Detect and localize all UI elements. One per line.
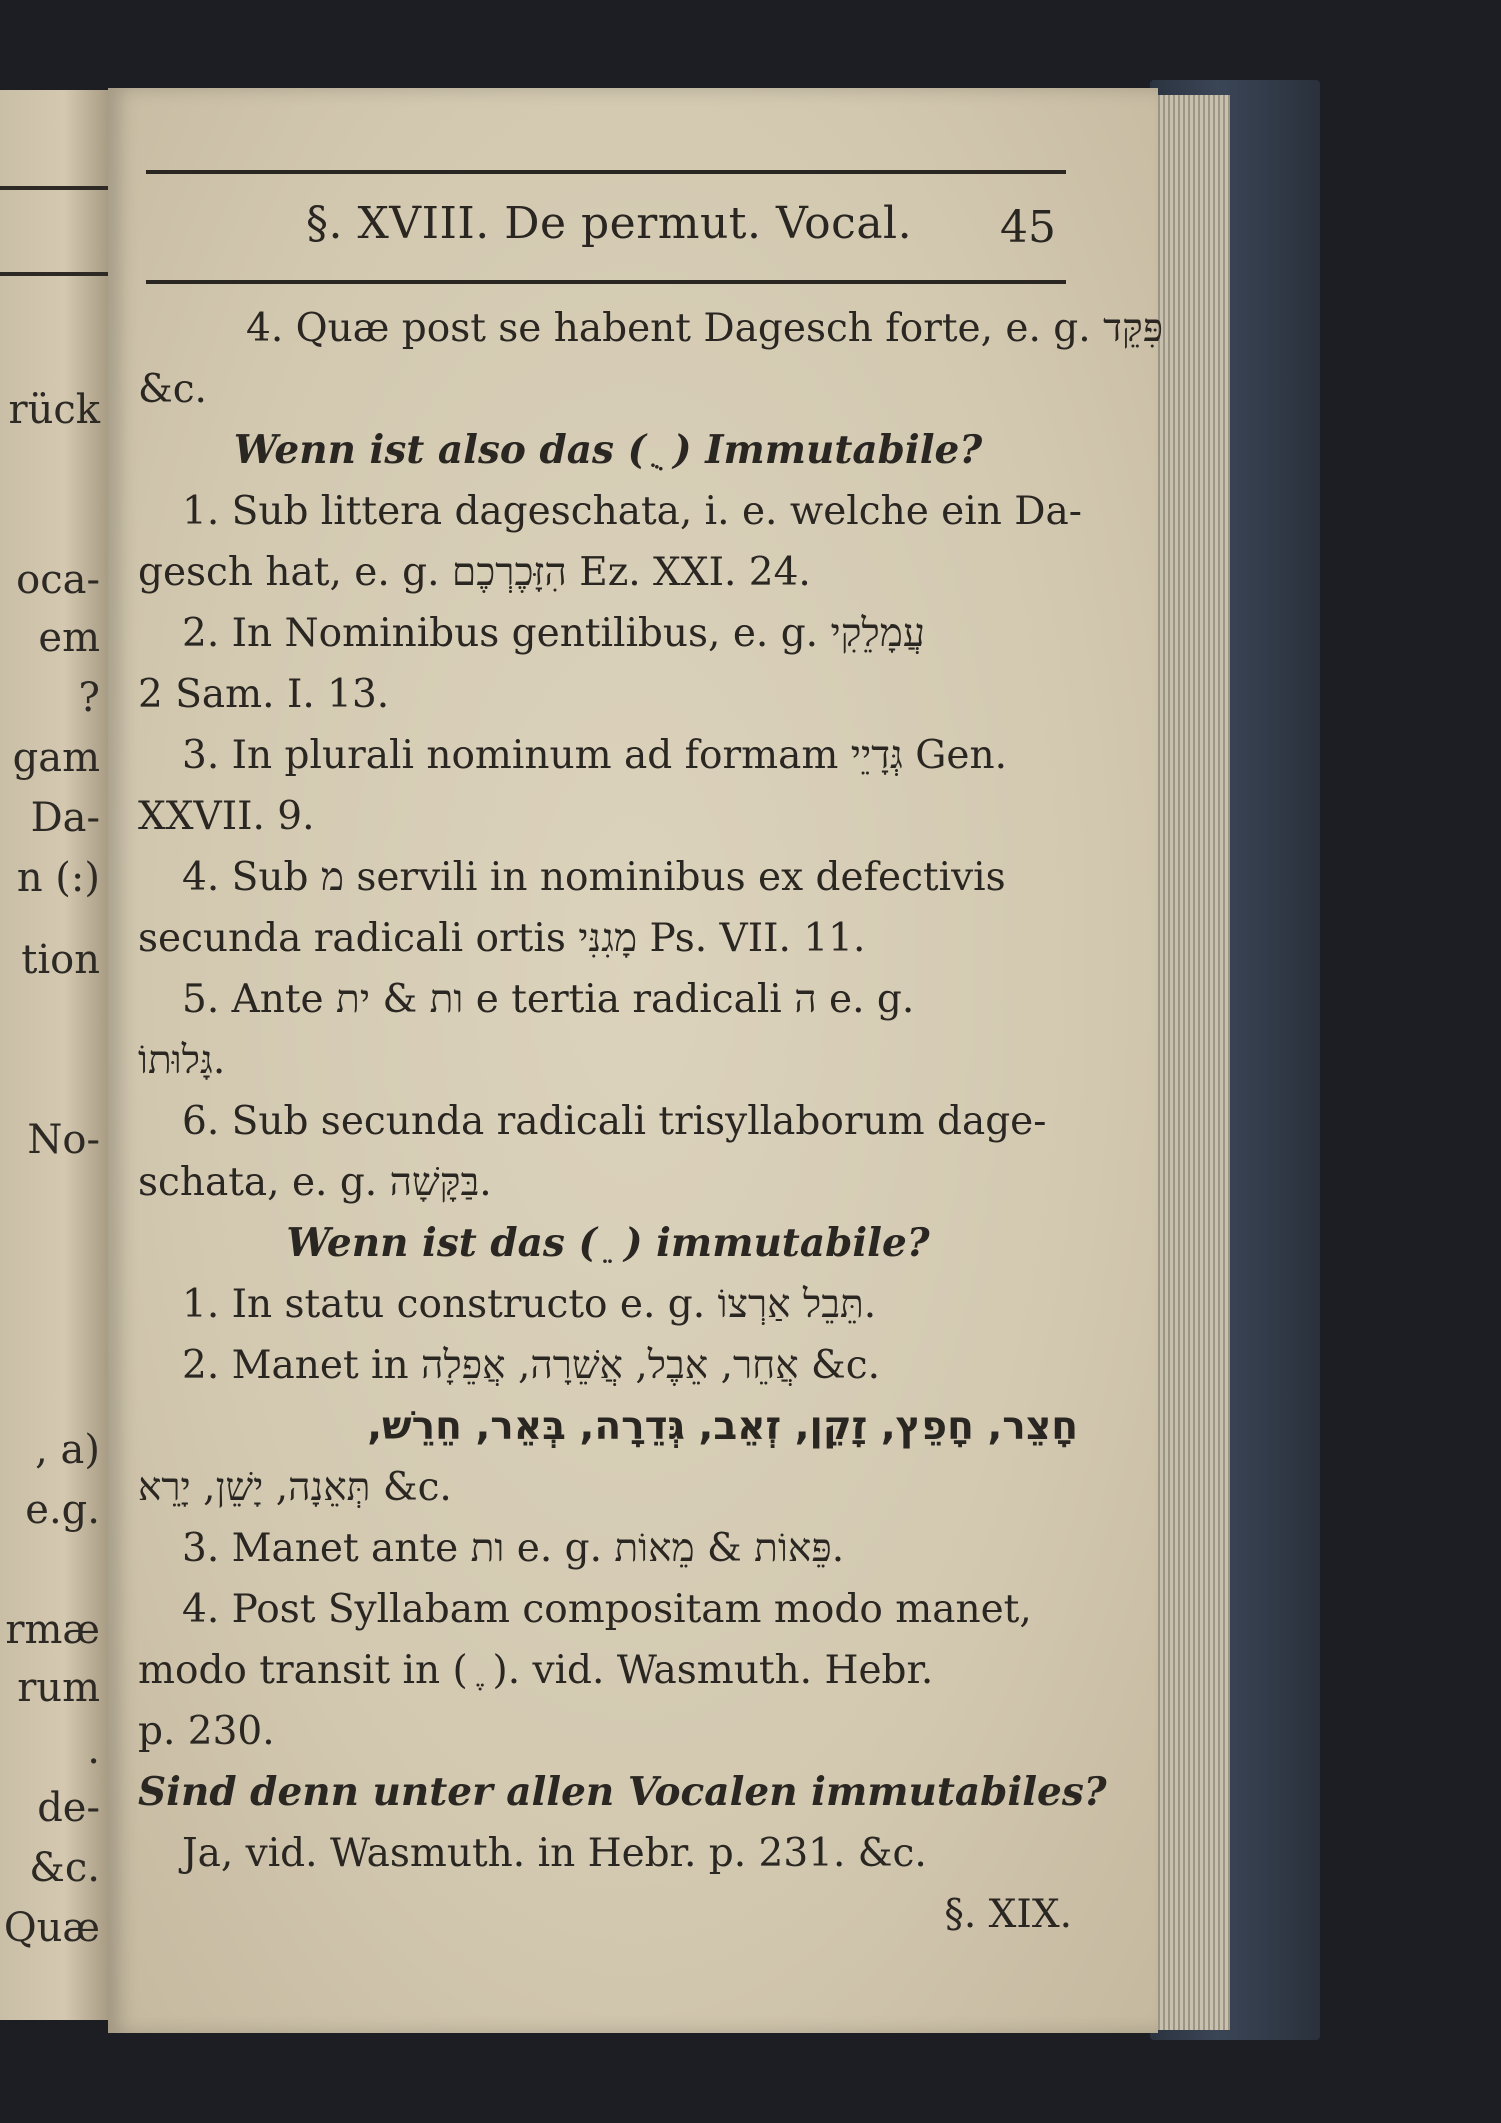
text-line: תְּאֵנָה, יָשֵׁן, יָרֵא &c. (138, 1465, 452, 1510)
facing-page-fragment: oca- (16, 557, 100, 603)
facing-page-rule (0, 272, 108, 276)
text-line: modo transit in ( ֶ ). vid. Wasmuth. Hebr. (138, 1648, 934, 1693)
facing-page-fragment: , a) (35, 1427, 100, 1473)
facing-page-fragment: rmæ (5, 1607, 100, 1653)
text-line: 3. In plurali nominum ad formam גְּדָיֵי Gen. (182, 733, 1008, 778)
facing-page-fragment: Da- (30, 795, 100, 841)
text-line: 2. Manet in אֲחֵר, אֵבֶל, אֲשֵׁרָה, אֲפֵלָה &c. (182, 1343, 880, 1388)
facing-page-fragment: rück (8, 387, 100, 433)
running-head: §. XVIII. De permut. Vocal. (306, 198, 913, 249)
facing-page-fragment: &c. (29, 1845, 100, 1891)
header-rule-top (146, 170, 1066, 174)
header-rule-bottom (146, 280, 1066, 284)
text-line: 4. Quæ post se habent Dagesch forte, e. g. פִּקֵּד (246, 306, 1164, 351)
text-line: gesch hat, e. g. הִזָּכֶרְכֶם Ez. XXI. 24. (138, 550, 811, 595)
question-heading: Sind denn unter allen Vocalen immutabiles? (138, 1769, 1107, 1815)
catchword: §. XIX. (944, 1892, 1072, 1937)
facing-page-fragment: tion (21, 937, 100, 983)
page-body (138, 298, 1164, 1945)
text-line: גָּלוּתוֹ. (138, 1038, 226, 1083)
text-line: XXVII. 9. (138, 794, 315, 839)
facing-page-fragment: de- (37, 1785, 100, 1831)
facing-page-fragment: n (:) (16, 855, 100, 901)
text-line: 2 Sam. I. 13. (138, 672, 390, 717)
facing-page (0, 90, 108, 2020)
facing-page-fragment: Quæ (3, 1905, 100, 1951)
text-line: 1. Sub littera dageschata, i. e. welche ein Da- (182, 489, 1082, 534)
facing-page-rule (0, 186, 108, 190)
question-heading: Wenn ist also das ( ֻ ) Immutabile? (233, 427, 983, 473)
page-edges (1150, 95, 1230, 2030)
facing-page-fragment: No- (27, 1117, 100, 1163)
text-line: 4. Post Syllabam compositam modo manet, (182, 1587, 1032, 1632)
page-number: 45 (1000, 202, 1056, 253)
question-heading: Wenn ist das ( ֵ ) immutabile? (286, 1220, 930, 1266)
facing-page-fragment: . (87, 1727, 100, 1773)
text-line: Ja, vid. Wasmuth. in Hebr. p. 231. &c. (182, 1831, 927, 1876)
text-line: &c. (138, 367, 207, 412)
text-line: p. 230. (138, 1709, 275, 1754)
text-line: 5. Ante ות & ית e tertia radicali ה e. g. (182, 977, 915, 1022)
text-line: 6. Sub secunda radicali trisyllaborum dage- (182, 1099, 1047, 1144)
hebrew-line: חָצֵר, חָפֵץ, זָקֵן, זְאֵב, גְּדֵרָה, בְּאֵר, חֵרֵשׁ, (367, 1404, 1078, 1449)
facing-page-fragment: em (38, 615, 100, 661)
text-line: 1. In statu constructo e. g. תֵּבֵל אַרְצוֹ. (182, 1282, 877, 1327)
book-page (108, 88, 1164, 2033)
text-line: 4. Sub מ servili in nominibus ex defectivis (182, 855, 1006, 900)
text-line: 2. In Nominibus gentilibus, e. g. עֲמָלֵקִי (182, 611, 925, 656)
text-line: schata, e. g. בַּקָּשָׁה. (138, 1160, 492, 1205)
text-line: 3. Manet ante ות e. g. פֵּאוֹת & מֵאוֹת. (182, 1526, 845, 1571)
facing-page-fragment: gam (12, 735, 100, 781)
facing-page-fragment: e.g. (25, 1487, 100, 1533)
facing-page-fragment: ? (78, 675, 100, 721)
text-line: secunda radicali ortis מָגִנִּי Ps. VII. 11. (138, 916, 866, 961)
page-header (146, 198, 1066, 268)
facing-page-fragment: rum (17, 1665, 100, 1711)
